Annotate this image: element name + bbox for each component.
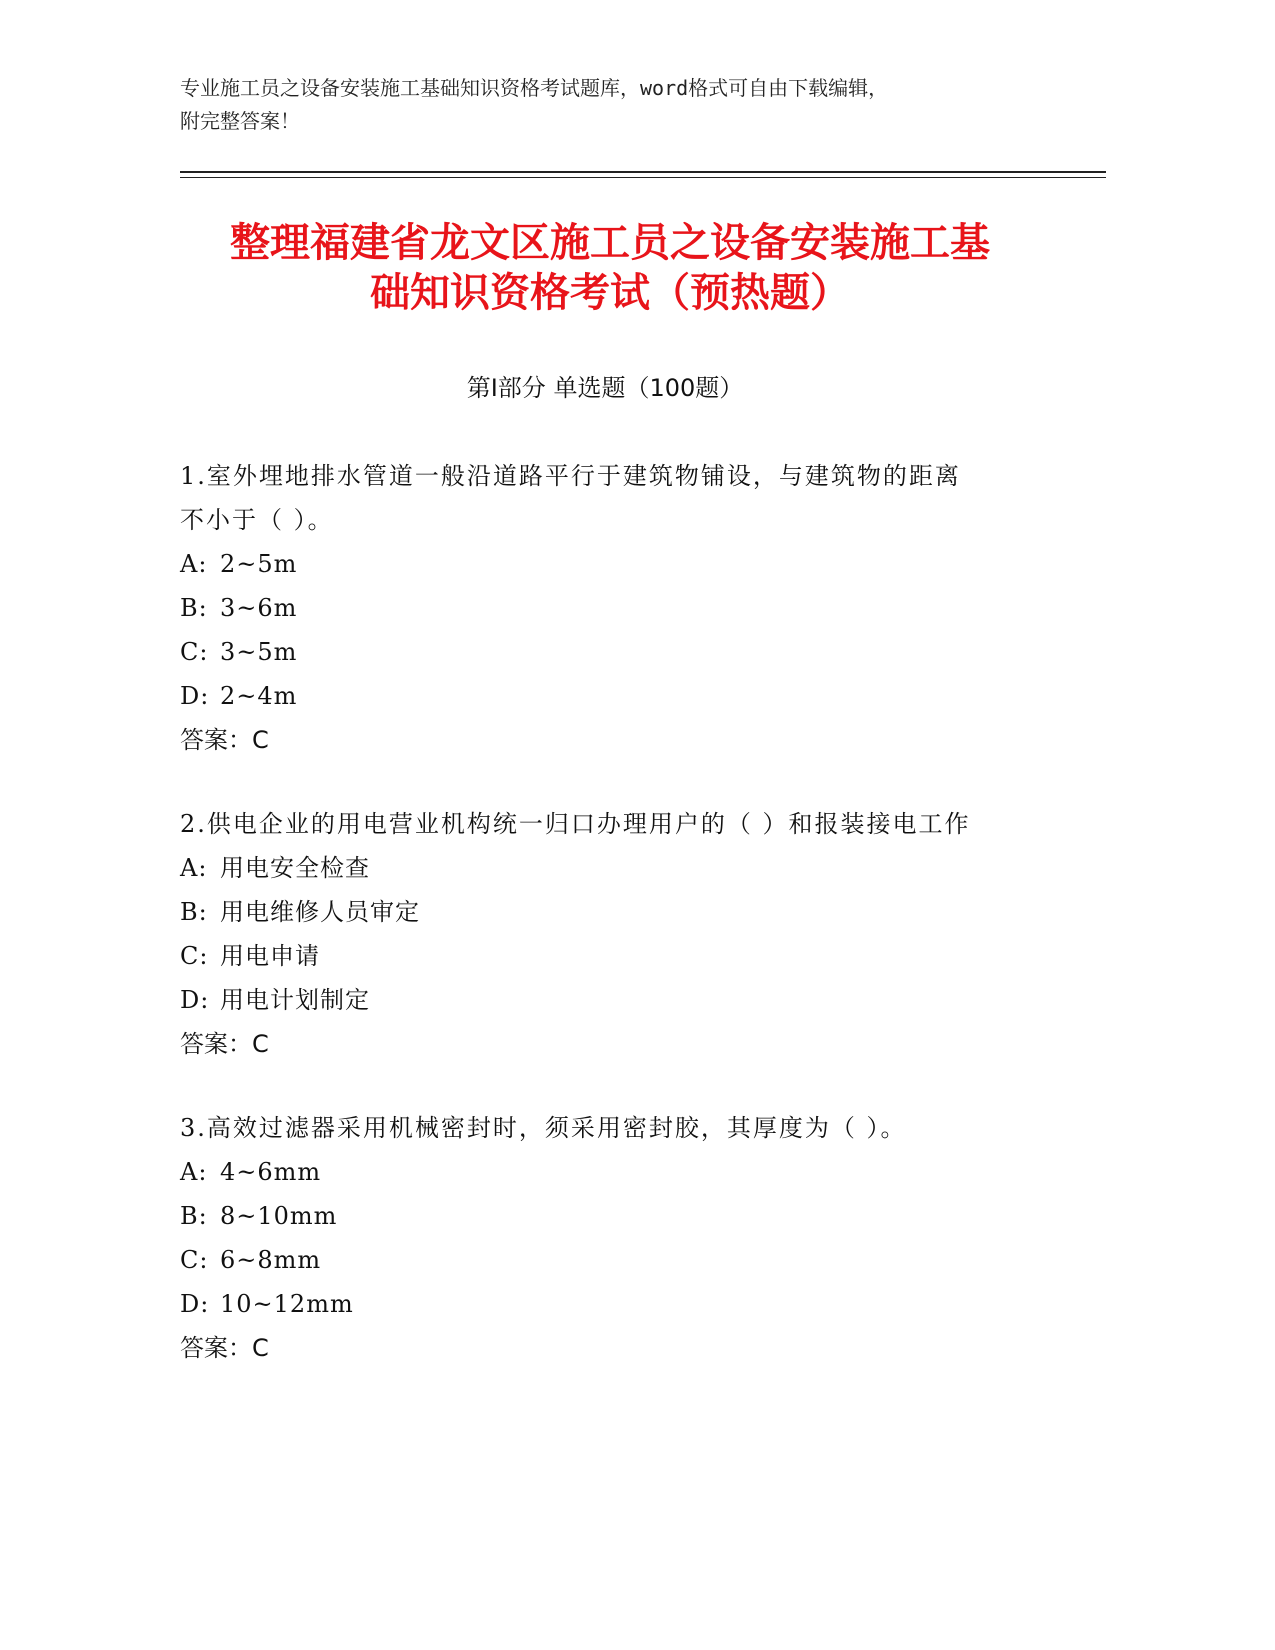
option-key: B: — [180, 1202, 208, 1230]
option-key: A: — [180, 854, 208, 882]
document-title-line-1: 整理福建省龙文区施工员之设备安装施工基 — [230, 220, 990, 266]
option-b — [180, 586, 1060, 630]
option-text: 4~6mm — [220, 1158, 322, 1186]
option-text: 用电计划制定 — [220, 986, 370, 1014]
header-note-line-2: 附完整答案！ — [180, 109, 300, 133]
option-key: B: — [180, 898, 208, 926]
question-text-line-1: 2.供电企业的用电营业机构统一归口办理用户的（ ）和报装接电工作 — [180, 810, 971, 838]
option-b — [180, 1194, 1060, 1238]
header-note — [180, 72, 1080, 138]
option-key: D: — [180, 682, 210, 710]
question-text-line-2: 不小于（ ）。 — [180, 506, 334, 534]
question-text-line-1: 3.高效过滤器采用机械密封时，须采用密封胶，其厚度为（ ）。 — [180, 1114, 907, 1142]
answer: 答案：C — [180, 726, 269, 754]
header-divider-thin — [180, 177, 1106, 178]
option-d — [180, 1282, 1060, 1326]
option-key: D: — [180, 1290, 210, 1318]
option-text: 用电安全检查 — [220, 854, 370, 882]
header-note-line-1: 专业施工员之设备安装施工基础知识资格考试题库，word格式可自由下载编辑， — [180, 76, 889, 100]
option-d — [180, 674, 1060, 718]
option-a — [180, 1150, 1060, 1194]
option-d — [180, 978, 1060, 1022]
option-text: 2~5m — [220, 550, 298, 578]
option-text: 10~12mm — [220, 1290, 354, 1318]
question-2 — [180, 802, 1060, 1066]
option-key: C: — [180, 638, 209, 666]
question-text — [180, 1106, 1060, 1150]
option-text: 6~8mm — [220, 1246, 322, 1274]
option-c — [180, 630, 1060, 674]
question-text — [180, 802, 1060, 846]
option-a — [180, 542, 1060, 586]
option-text: 2~4m — [220, 682, 298, 710]
document-title-line-2: 础知识资格考试（预热题） — [370, 270, 850, 316]
header-divider-thick — [180, 171, 1106, 173]
question-3 — [180, 1106, 1060, 1370]
document-title — [150, 218, 1070, 318]
option-key: C: — [180, 1246, 209, 1274]
option-text: 用电维修人员审定 — [220, 898, 420, 926]
option-text: 8~10mm — [220, 1202, 338, 1230]
option-text: 用电申请 — [220, 942, 320, 970]
option-key: B: — [180, 594, 208, 622]
option-c — [180, 934, 1060, 978]
option-a — [180, 846, 1060, 890]
option-key: A: — [180, 550, 208, 578]
question-text — [180, 454, 1060, 542]
section-heading: 第Ⅰ部分 单选题（100题） — [466, 374, 744, 402]
option-text: 3~5m — [220, 638, 298, 666]
question-1 — [180, 454, 1060, 762]
option-key: D: — [180, 986, 210, 1014]
option-b — [180, 890, 1060, 934]
option-key: C: — [180, 942, 209, 970]
option-text: 3~6m — [220, 594, 298, 622]
option-key: A: — [180, 1158, 208, 1186]
question-text-line-1: 1.室外埋地排水管道一般沿道路平行于建筑物铺设，与建筑物的距离 — [180, 462, 961, 490]
answer: 答案：C — [180, 1030, 269, 1058]
option-c — [180, 1238, 1060, 1282]
answer: 答案：C — [180, 1334, 269, 1362]
